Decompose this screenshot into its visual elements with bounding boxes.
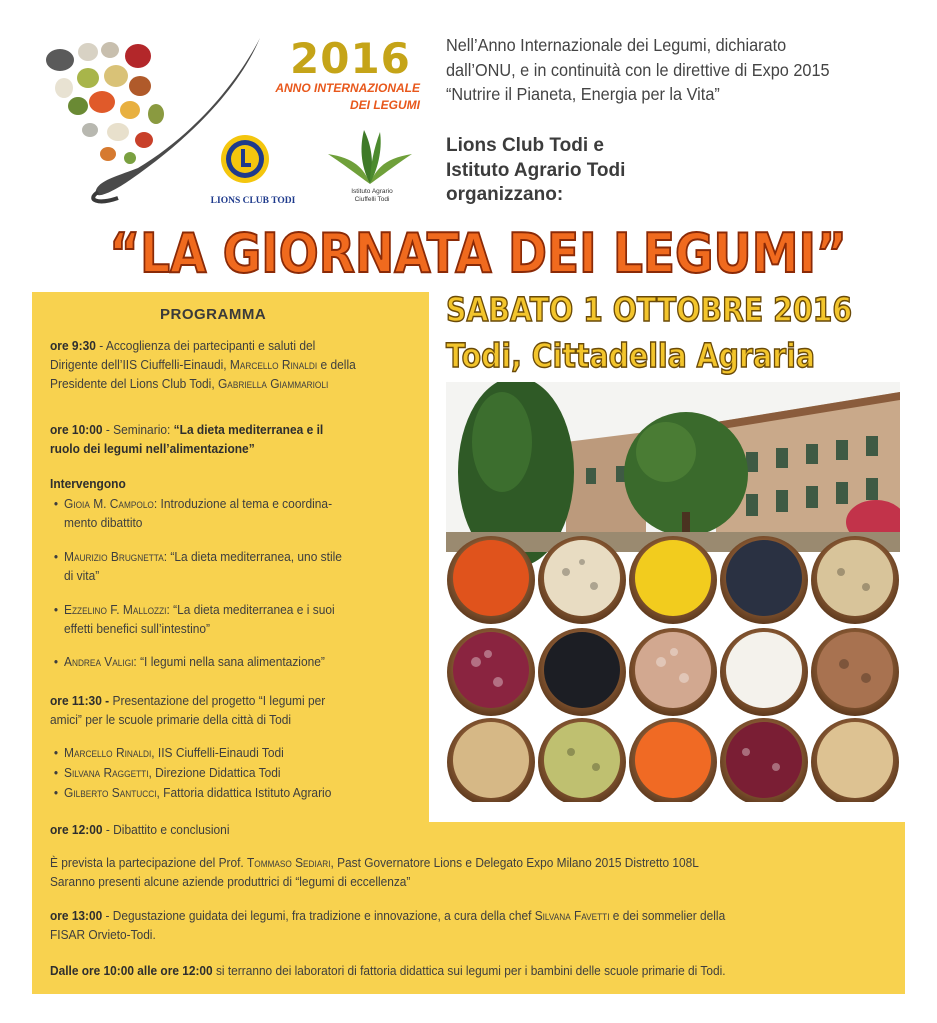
- session-1000: ore 10:00 - Seminario: “La dieta mediterranea e il ruolo dei legumi nell’alimentazione”: [50, 422, 324, 456]
- logo-area: [38, 30, 438, 220]
- anno-internazionale-label: ANNO INTERNAZIONALE DEI LEGUMI: [275, 81, 420, 112]
- event-place: Todi, Cittadella Agraria: [446, 336, 815, 375]
- list-item: • Marcello Rinaldi, IIS Ciuffelli-Einaudi Todi: [64, 743, 331, 763]
- speaker-item: • Ezzelino F. Mallozzi: “La dieta mediterranea e i suoi effetti benefici sull’intestino”: [64, 600, 335, 638]
- speaker-item: • Maurizio Brugnetta: “La dieta mediterranea, uno stile di vita”: [64, 547, 342, 585]
- lions-club-logo: [220, 134, 270, 184]
- list-item: • Gilberto Santucci, Fattoria didattica Istituto Agrario: [64, 783, 331, 803]
- speaker-item: • Gioia M. Campolo: Introduzione al tema e coordina- mento dibattito: [64, 494, 332, 532]
- legumes-photo: [446, 382, 900, 802]
- project-participants: [64, 743, 331, 803]
- session-1130: ore 11:30 - Presentazione del progetto “I legumi per amici” per le scuole primarie della città di Todi: [50, 693, 326, 727]
- guest-note: È prevista la partecipazione del Prof. Tommaso Sediari, Past Governatore Lions e Delegato Expo Milano 2015 Distretto 108L Saranno presenti alcune aziende produttrici di “legumi di eccellenza”: [50, 855, 699, 889]
- list-item: • Silvana Raggetti, Direzione Didattica Todi: [64, 763, 331, 783]
- organizers-text: Lions Club Todi e Istituto Agrario Todi organizzano:: [446, 135, 626, 205]
- session-0930: ore 9:30 - Accoglienza dei partecipanti e saluti del Dirigente dell’IIS Ciuffelli-Einaudi, Marcello Rinaldi e della Presidente del Lions Club Todi, Gabriella Giammarioli: [50, 338, 356, 391]
- speakers-title: Intervengono: [50, 476, 126, 491]
- year-label: 2016: [290, 34, 411, 83]
- istituto-agrario-caption: Istituto Agrario Ciuffelli Todi: [351, 188, 393, 203]
- istituto-agrario-logo: [324, 128, 416, 186]
- main-title: “LA GIORNATA DEI LEGUMI”: [109, 222, 847, 285]
- event-date: SABATO 1 OTTOBRE 2016: [446, 290, 853, 329]
- lions-club-caption: LIONS CLUB TODI: [210, 196, 296, 206]
- session-1300: ore 13:00 - Degustazione guidata dei legumi, fra tradizione e innovazione, a cura della chef Silvana Favetti e dei sommelier della FISAR Orvieto-Todi.: [50, 908, 726, 942]
- speaker-item: • Andrea Valigi: “I legumi nella sana alimentazione”: [64, 652, 325, 671]
- program-title: PROGRAMMA: [160, 306, 267, 323]
- session-1200: ore 12:00 - Dibattito e conclusioni: [50, 822, 230, 837]
- intro-text: Nell’Anno Internazionale dei Legumi, dichiarato dall’ONU, e in continuità con le direttive di Expo 2015 “Nutrire il Pianeta, Energia per la Vita”: [446, 35, 830, 104]
- cittadella-agraria-photo: [446, 382, 900, 802]
- lab-note: Dalle ore 10:00 alle ore 12:00 si terranno dei laboratori di fattoria didattica sui legumi per i bambini delle scuole primarie di Todi.: [50, 963, 726, 978]
